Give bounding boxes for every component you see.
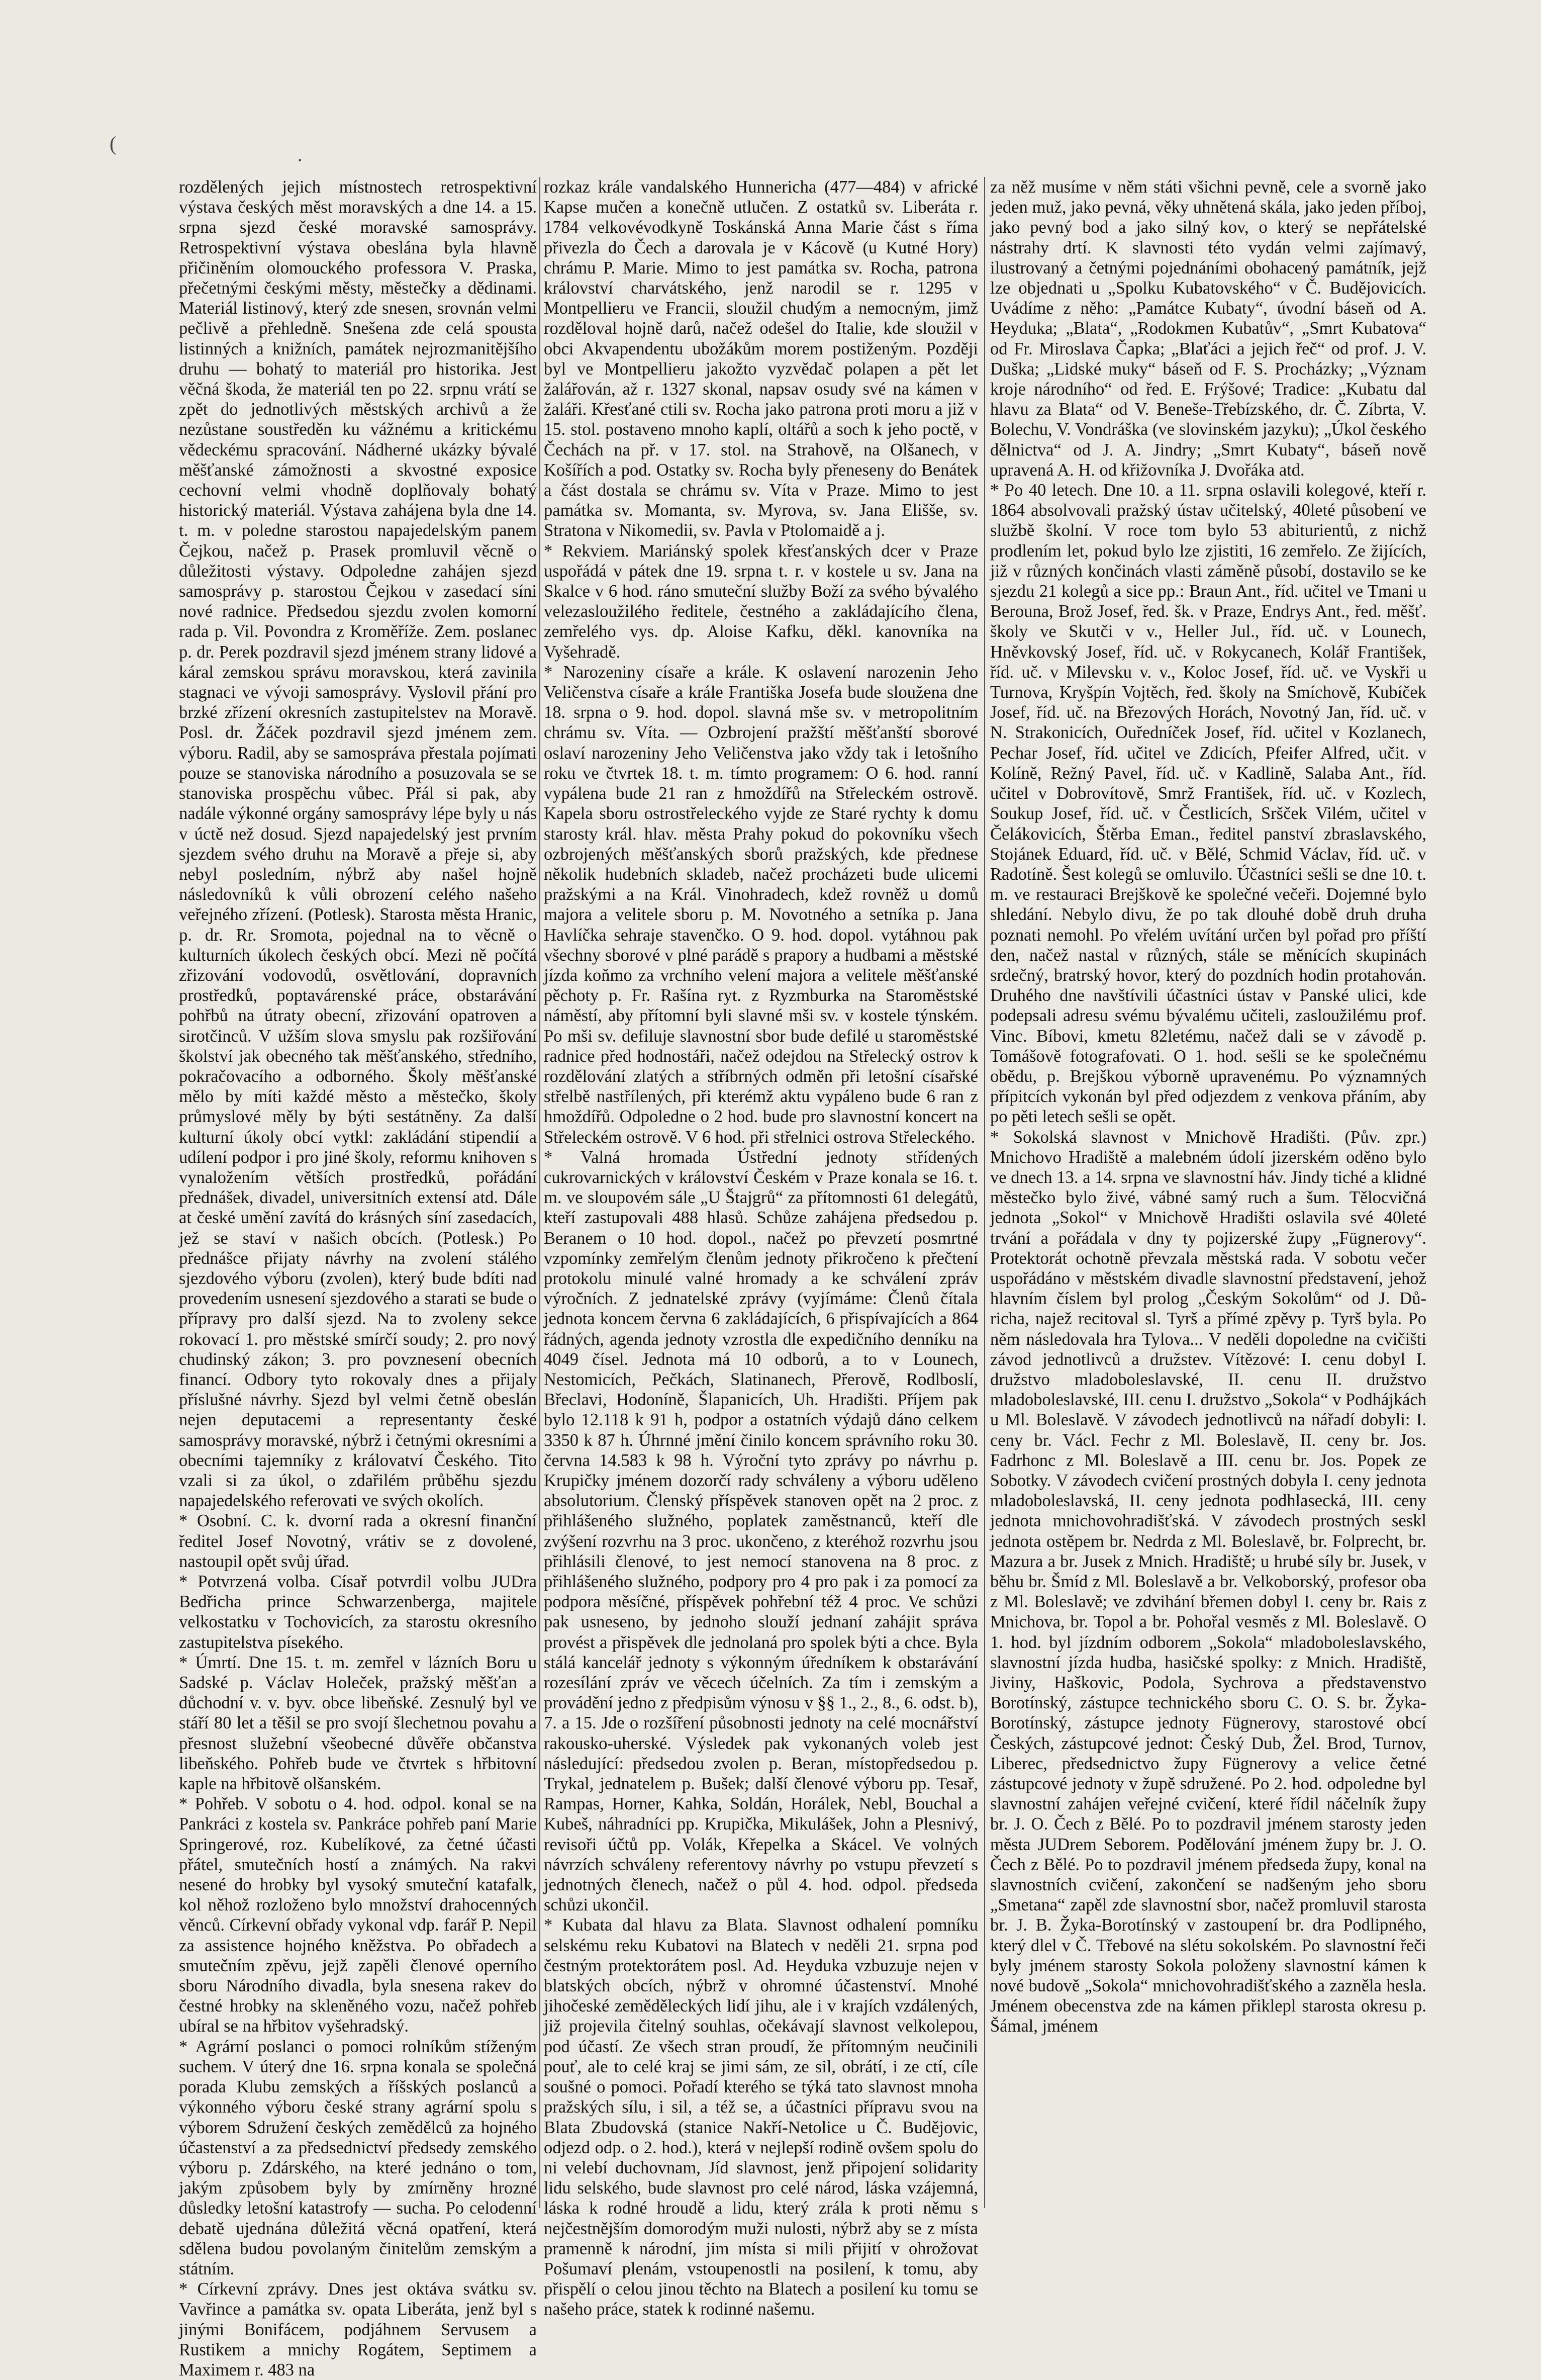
article-po-40-letech: * Po 40 letech. Dne 10. a 11. srpna oslavili kolegové, kteří r. 1864 absolvovali pražský ústav učitelský, 40leté působení ve službě školní. V roce tom bylo 53 abiturientů, z nichž prodlením let, pokud bylo lze zjistiti, 16 zemřelo. Ze žijících, již v různých končinách vlasti záměně působí, dostavilo se ke sjezdu 21 kolegů a sice pp.: Braun Ant., říd. učitel ve Tmani u Berouna, Brož Josef, řed. šk. v Praze, Endrys Ant., řed. měšť. školy ve Skutči v v., Heller Jul., říd. uč. v Lounech, Hněvkovský Josef, říd. uč. v Rokycanech, Kolář František, říd. uč. v Milevsku v. v., Koloc Josef, říd. uč. ve Vyskři u Turnova, Kryšpín Vojtěch, řed. školy na Smíchově, Kubíček Josef, říd. uč. na Březových Horách, Novotný Jan, říd. uč. v N. Strakonicích, Ouředníček Josef, říd. učitel v Kozlanech, Pechar Josef, říd. učitel ve Zdicích, Pfeifer Alfred, učit. v Kolíně, Režný Pavel, říd. uč. v Kadlině, Salaba Ant., říd. učitel v Dobrovítově, Smrž František, říd. uč. v Kozlech, Soukup Josef, říd. uč. v Čestlicích, Sršček Vilém, učitel v Čelákovicích, Štěrba Eman., ředitel panství zbraslavského, Stojánek Eduard, říd. uč. v Bělé, Schmid Václav, říd. uč. v Radotíně. Šest kolegů se omluvilo. Účastníci sešli se dne 10. t. m. ve restauraci Brejškově ke společné večeři. Dojemné bylo shledání. Nebylo divu, že po tak dlouhé době druh druha poznati nemohl. Po vřelém uvítání určen byl pořad pro příští den, načež nastal v různých, stále se měnících skupinách srdečný, bratrský hovor, který do pozdních hodin protahován. Druhého dne navštívili účastníci ústav v Panské ulici, kde podepsali adresu svému bývalému učiteli, zasloužilému prof. Vinc. Bíbovi, kmetu 82letému, načež dali se v závodě p. Tomášově fotografovati. O 1. hod. sešli se ke společnému obědu, p. Brejškou výborně upravenému. Po významných přípitcích vykonán byl před odjezdem z venkova přáním, aby po pěti letech sešli se opět. — [990, 481, 1426, 1127]
article-umrti: * Úmrtí. Dne 15. t. m. zemřel v lázních Boru u Sadské p. Václav Holeček, pražský měšťan a důchodní v. v. byv. obce libeňské. Zesnulý byl ve stáří 80 let a těšil se pro svojí šlechetnou povahu a přesnost služební všeobecné důvěře občanstva libeňského. Pohřeb bude ve čtvrtek s hřbitovní kaple na hřbitově olšanském. — [179, 1653, 537, 1794]
article-agrarni-poslanci: * Agrární poslanci o pomoci rolníkům stíženým suchem. V úterý dne 16. srpna konala se společná porada Klubu zemských a říšských poslanců a výkonného výboru české strany agrární spolu s výborem Sdružení českých zemědělců za hojného účastenství a za předsednictví předsedy zemského výboru p. Zdárského, na které jednáno o tom, jakým způsobem byly by zmírněny hrozné důsledky letošní katastrofy — sucha. Po celodenní debatě ujednána důležitá věcná opatření, která sdělena budou povolaným činitelům zemským a státním. — [179, 2037, 537, 2278]
column-3 — [990, 177, 1426, 2208]
article-cirkevni-zpravy-cont: rozkaz krále vandalského Hunnericha (477—484) v africké Kapse mučen a konečně utlučen. Z ostatků sv. Liberáta r. 1784 velkovévodkyně Toskánská Anna Marie část s říma přivezla do Čech a darovala je v Kácově (u Kutné Hory) chrámu P. Marie. Mimo to jest památka sv. Rocha, patrona království charvátského, jenž narodil se r. 1295 v Montpellieru ve Francii, sloužil chudým a nemocným, jimž rozděloval hojně darů, načež odešel do Italie, kde sloužil v obci Akvapendentu ubožákům morem postiženým. Později byl ve Montpellieru jakožto vyzvědač polapen a pět let žalářován, až r. 1327 skonal, napsav osudy své na kámen v žaláři. Křesťané ctili sv. Rocha jako patrona proti moru a již v 15. stol. postaveno mnoho kaplí, oltářů a soch k jeho poctě, v Čechách na př. v 17. stol. na Strahově, na Olšanech, v Košířích a pod. Ostatky sv. Rocha byly přeneseny do Benátek a část dostala se chrámu sv. Víta v Praze. Mimo to jest památka sv. Momanta, sv. Myrova, sv. Jana Elišše, sv. Stratona v Nikomedii, sv. Pavla v Ptolomaidě a j. — [544, 177, 978, 540]
print-mark-left: ( — [110, 132, 117, 155]
column-2 — [544, 177, 978, 2319]
article-potvrzena-volba: * Potvrzená volba. Císař potvrdil volbu JUDra Bedřicha prince Schwarzenberga, majitele velkostatku v Tochovicích, za starostu okresního zastupitelstva písekého. — [179, 1572, 537, 1652]
article-cirkevni-zpravy: * Církevní zprávy. Dnes jest oktáva svátku sv. Vavřince a památka sv. opata Liberáta, jenž byl s jinými Bonifácem, podjáhnem Servusem a Rustikem a mnichy Rogátem, Septimem a Maximem r. 483 na — [179, 2279, 537, 2379]
article-paragraph: rozdělených jejich místnostech retrospektivní výstava českých měst moravských a dne 14. a 15. srpna sjezd české moravské samosprávy. Retrospektivní výstava obeslána byla hlavně přičiněním olomouckého professora V. Praska, přečetnými českými městy, městečky a dědinami. Materiál listinový, který zde snesen, srovnán velmi pečlivě a přehledně. Snešena zde celá spousta listinných a knižních, památek nejrozmanitějšího druhu — bohatý to materiál pro historika. Jest věčná škoda, že materiál ten po 22. srpnu vrátí se zpět do jednotlivých městských archivů a že nezůstane soustředěn ku vážnému a kritickému vědeckému spracování. Nádherné ukázky bývalé měšťanské zámožnosti a skvostné exposice cechovní velmi vhodně doplňovaly bohatý historický materiál. Výstava zahájena byla dne 14. t. m. v poledne starostou napajedelským panem Čejkou, načež p. Prasek promluvil věcně o důležitosti výstavy. Odpoledne zahájen sjezd samosprávy p. starostou Čejkou v zasedací síni nové radnice. Předsedou sjezdu zvolen komorní rada p. Vil. Povondra z Kroměříže. Zem. poslanec p. dr. Perek pozdravil sjezd jménem strany lidové a káral zemskou správu moravskou, která zavinila stagnaci ve vývoji samosprávy. Vyslovil přání pro brzké zřízení okresních zastupitelstev na Moravě. Posl. dr. Žáček pozdravil sjezd jménem zem. výboru. Radil, aby se samosprávа přestala pojímati pouze se stanoviska národního a posuzovala se se stanoviska prospěchu vůbec. Přál si pak, aby nadále výkonné orgány samosprávy lépe byly u nás v úctě než dosud. Sjezd napajedelský jest prvním sjezdem svého druhu na Moravě a přeje si, aby nebyl posledním, nýbrž aby našel hojně následovníků k vůli obrození celého našeho veřejného zřízení. (Potlesk). Starosta města Hranic, p. dr. Rr. Sromota, pojednal na to věcně o kulturních úkolech českých obcí. Mezi ně počítá zřizování vodovodů, osvětlování, dopravních prostředků, poptavárenské práce, obstarávání pohřbů na útraty obecní, zřizování opatroven a sirotčinců. V užším slova smyslu pak rozšiřování školství jak obecného tak měšťanského, středního, pokračovacího a odborného. Školy měšťanské mělo by míti každé město a městečko, školy průmyslové měly by býti sestátněny. Za další kulturní úkoly obcí vytkl: zakládání stipendií a udílení podpor i pro jiné školy, reformu knihoven s vynaložením větších prostředků, pořádání přednášek, divadel, universitních extensí atd. Dále at české umění zavítá do krásných síní zasedacích, jež se staví v našich obcích. (Potlesk.) Po přednášce přijaty návrhy na zvolení stálého sjezdového výboru (zvolen), který bude bdíti nad provedením usnesení sjezdového a starati se bude o přípravy pro další sjezd. Na to zvoleny sekce rokovací 1. pro městské smírčí soudy; 2. pro nový chudinský zákon; 3. pro povznesení obecních financí. Odbory tyto rokovaly dnes a přijaly příslušné návrhy. Sjezd byl velmi četně obeslán nejen deputacemi a representanty české samosprávy moravské, nýbrž i četnými okresními a obecními tajemníky z královatví Českého. Tito vzali si za úkol, o zdařilém průběhu sjezdu napajedelského referovati ve svých okolích. — [179, 177, 537, 1511]
article-osobni: * Osobní. C. k. dvorní rada a okresní finanční ředitel Josef Novotný, vrátiv se z dovolené, nastoupil opět svůj úřad. — [179, 1511, 537, 1571]
column-divider — [539, 177, 540, 2208]
article-sokolska-slavnost: * Sokolská slavnost v Mnichově Hradišti. (Pův. zpr.) Mnichovo Hradiště a malebném údolí jizerském oděno bylo ve dnech 13. a 14. srpna ve slavnostní háv. Jindy tiché a klidné městečko bylo živé, vábné samý ruch a šum. Tělocvičná jednota „Sokol“ v Mnichově Hradišti oslavila své 40leté trvání a pořádala v dny ty pojizerské župy „Fügnerovy“. Protektorát ochotně převzala městská rada. V sobotu večer uspořádáno v městském divadle slavnostní představení, jehož hlavním číslem byl prolog „Českým Sokolům“ od J. Dů- richa, najež recitoval sl. Tyrš a přímé zpěvy p. Tyrš byla. Po něm následovala hra Tylova... V neděli dopoledne na cvičišti závod jednotlivců a družstev. Vítězové: I. cenu dobyl I. družstvo mladoboleslavské, II. cenu II. družstvo mladoboleslavské, III. cenu I. družstvo „Sokola“ v Podhájkách u Ml. Boleslavě. V závodech jednotlivců na nářadí dobyli: I. ceny br. Václ. Fechr z Ml. Boleslavě, II. ceny br. Jos. Fadrhonc z Ml. Boleslavě a III. cenu br. Jos. Popek ze Sobotky. V závodech cvičení prostných dobyla I. ceny jednota mladoboleslavská, II. ceny jednota podhlasecká, III. ceny jednota mnichovohradišťská. V závodech prostných seskl jednota ostěpem br. Nedrda z Ml. Boleslavě, br. Folprecht, br. Mazura a br. Jusek z Mnich. Hradiště; u hrubé síly br. Jusek, v běhu br. Šmíd z Ml. Boleslavě a br. Velkoborský, profesor oba z Ml. Boleslavě; ve zdvihání břemen dobyl I. ceny br. Rais z Mnichova, br. Topol a br. Pohořal vesměs z Ml. Boleslavě. O 1. hod. byl jízdním odborem „Sokola“ mladoboleslavského, slavnostní jízda hudba, hasičské spolky: z Mnich. Hradiště, Jiviny, Haškovic, Podola, Sychrova a představenstvo Borotínský, zástupce technického sboru C. O. S. br. Žyka-Borotínský, zástupce jednoty Fügnerovy, starostové obcí Českých, zástupcové jednot: Český Dub, Žel. Brod, Turnov, Liberec, předsednictvo župy Fügnerovy a velice četné zástupcové jednoty v župě sdružené. Po 2. hod. odpoledne byl slavnostní zahájen veřejné cvičení, které řídil náčelník župy br. J. O. Čech z Bělé. Po to pozdravil jménem starosty jeden města JUDrem Seborem. Podělování jménem župy br. J. O. Čech z Bělé. Po to pozdravil jménem předseda župy, konal na slavnostních cvičení, zakončení se nadšeným jeho sboru „Smetana“ zapěl zde slavnostní sbor, načež promluvil starosta br. J. B. Žyka-Borotínský v zastoupení br. dra Podlipného, který dlel v Č. Třebové na slétu sokolském. Po slavnostní řeči byly jménem starosty Sokola položeny slavnostní kámen k nové budově „Sokola“ mnichovohradišťského a zazněla hesla. Jménem obecenstva zde na kámen přiklepl starosta okresu p. Šámal, jménem — [990, 1127, 1427, 2036]
article-pohreb: * Pohřeb. V sobotu o 4. hod. odpol. konal se na Pankráci z kostela sv. Pankráce pohřeb paní Marie Springerové, roz. Kubelíkové, za četné účasti přátel, smutečních hostí a známých. Na rakvi nesené do hrobky byl vysoký smuteční katafalk, kol něhož rozloženo bylo množství drahocenných věnců. Církevní obřady vykonal vdp. farář P. Nepil za assistence hojného kněžstva. Po obřadech a smutečním zpěvu, jejž zapěli členové operního sboru Národního divadla, byla snesena rakev do čestné hrobky na skleněného vozu, načež pohřeb ubíral se na hřbitov vyšehradský. — [179, 1794, 537, 2036]
article-kubata: * Kubata dal hlavu za Blata. Slavnost odhalení pomníku selskému reku Kubatovi na Blatech v neděli 21. srpna pod čestným protektorátem posl. Ad. Heyduka vzbuzuje nejen v blatských obcích, nýbrž v ohromné účastenství. Mnohé jihočeské zeměděleckých lidí jihu, ale i v krajích vzdálených, již projevila čitelný souhlas, očekávají slavnost velkolepou, pod účastí. Ze všech stran proudí, že přítomným neučinili pouť, ale to celé kraj se jimi sám, ze sil, obrátí, i ze ctí, cíle soušné o pomoci. Pořadí kterého se týká tato slavnost mnoha pražských sílu, i sil, a též se, a účastníci přípravu svou na Blata Zbudovská (stanice Nakří-Netolice u Č. Budějovic, odjezd odp. o 2. hod.), která v nejlepší rodině ovšem spolu do ni velebí duchovnam, Jíd slavnost, jenž připojení solidarity lidu selského, bude slavnost pro celé národ, láska vzájemná, láska k rodné hroudě a lidu, který zrála k proti němu s nejčestnějším domorodým muži nulosti, nýbrž aby se z místa pramenně k národní, jim místa si mili přijití v ohrožovat Pošumaví plenám, vstoupenostli na posilení, k tomu, aby přispělí o celou jinou těchto na Blatech a posilení ku tomu se našeho práce, statek k rodinné našemu. — [544, 1915, 978, 2319]
column-divider — [984, 177, 985, 2208]
print-mark-top: · — [297, 149, 304, 171]
article-kubata-cont: za něž musíme v něm státi všichni pevně, cele a svorně jako jeden muž, jako pevná, věky uhnětená skála, jako jeden příboj, jako pevný bod a jako silný kov, o který se nepřátelské nástrahy drtí. K slavnosti této vydán velmi zajímavý, ilustrovaný a četnými pojednáními obohacený památník, jejž lze objednati u „Spolku Kubatovského“ v Č. Budějovicích. Uvádíme z něho: „Památce Kubaty“, úvodní báseň od A. Heyduka; „Blata“, „Rodokmen Kubatův“, „Smrt Kubatova“ od Fr. Miroslava Čapka; „Blaťáci a jejich řeč“ od prof. J. V. Duška; „Lidské muky“ báseň od F. S. Procházky; „Význam kroje národního“ od řed. E. Frýšové; Tradice: „Kubatu dal hlavu za Blata“ od V. Beneše-Třebízského, dr. Č. Zíbrta, V. Bolechu, V. Vondráška (ve slovinském jazyku); „Úkol českého dělnictva“ od J. A. Jindry; „Smrt Kubaty“, báseň nově upravená A. H. od křižovníka J. Dvořáka atd. — [990, 177, 1426, 480]
article-narozeniny: * Narozeniny císaře a krále. K oslavení narozenin Jeho Veličenstva císaře a krále Františka Josefa bude sloužena dne 18. srpna o 9. hod. dopol. slavná mše sv. v metropolitním chrámu sv. Víta. — Ozbrojení pražští měšťanští sborové oslaví narozeniny Jeho Veličenstva jako vždy tak i letošního roku ve čtvrtek 18. t. m. tímto programem: O 6. hod. ranní vypálena bude 21 ran z hmoždířů na Střeleckém ostrově. Kapela sboru ostrostřeleckého vyjde ze Staré rychty k domu starosty král. hlav. města Prahy pokud do pokovníku všech ozbrojených měšťanských sborů pražských, kde přednese několik hudebních skladeb, načež procházeti bude ulicemi pražskými a na Král. Vinohradech, kdež rovněž u domů majora a velitele sboru p. M. Novotného a setníka p. Jana Havlíčka sehraje stavenčko. O 9. hod. dopol. vytáhnou pak všechny sborové v plné parádě s prapory a hudbami a městské jízda koňmo za vrchního velení majora a velitele měšťanské pěchoty p. Fr. Rašína ryt. z Ryzmburka na Staroměstské náměstí, aby přítomní byli slavné mši sv. v kostele týnském. Po mši sv. defiluje slavnostní sbor bude defilé u staroměstské radnice před hodnostáři, načež odejdou na Střelecký ostrov k rozdělování zlatých a stříbrných odměn při letošní císařské střelbě nastřílených, při kterémž aktu vypáleno bude 6 ran z hmoždířů. Odpoledne o 2 hod. bude pro slavnostní koncert na Střeleckém ostrově. V 6 hod. při střelnici ostrova Střeleckého. — [544, 662, 978, 1147]
column-1 — [179, 177, 537, 2379]
article-valna-hromada: * Valná hromada Ústřední jednoty střídených cukrovarnických v království Českém v Praze konala se 16. t. m. ve sloupovém sále „U Štajgrů“ za přítomnosti 61 delegátů, kteří zastupovali 488 hlasů. Schůze zahájena předsedou p. Beranem o 10 hod. dopol., načež po převzetí posmrtné vzpomínky zemřelým členům jednoty přikročeno k přečtení protokolu minulé valné hromady a ke schválení zpráv výročních. Z jednatelské zprávy (vyjímáme: Členů čítala jednota koncem června 6 zakládajících, 6 přispívajících a 864 řádných, agenda jednoty vzrostla dle expedičního denníku na 4049 čísel. Jednota má 10 odborů, a to v Lounech, Nestomicích, Pečkách, Slatinanech, Přerově, Rodlboslí, Břeclavi, Hodoníně, Šlapanicích, Uh. Hradišti. Příjem pak bylo 12.118 k 91 h, podpor a ostatních výdajů dáno celkem 3350 k 87 h. Úhrnné jmění činilo koncem správního roku 30. června 14.583 k 98 h. Výroční tyto zprávy po návrhu p. Krupičky jménem dozorčí rady schváleny a výboru uděleno absolutorium. Členský příspěvek stanoven opět na 2 proc. z přihlášeného služného, poplatek zaměstnanců, kteří dle zvýšení rozvrhu na 3 proc. ukončeno, z kteréhož rozvrhu jsou přihlásili členové, to jest nemocí stanovena na 8 proc. z přihlášeného služného, podpory pro 4 pro pak i za pomocí za podpora měsíčné, příspěvek pohřební též 4 proc. Ve schůzi pak usneseno, by jednoho slouží jednaní zahájit správa provést a přispěvek dle jednolaná pro spolek býti a chce. Byla stálá kancelář jednoty s výkonným úředníkem k obstarávání rozesílání zpráv ve věcech účelních. Za tím i zemským a provádění jedno z předpisům výnosu v §§ 1., 2., 8., 6. odst. b), 7. a 15. Jde o rozšíření působnosti jednoty na celé mocnářství rakousko-uherské. Výsledek pak vykonaných voleb jest následující: předsedou zvolen p. Beran, místopředsedou p. Trykal, jednatelem p. Bušek; další členové výboru pp. Tesař, Rampas, Horner, Kahka, Soldán, Horálek, Nebl, Bouchal a Kubeš, náhradníci pp. Krupička, Mikulášek, John a Plesnivý, revisoři účtů pp. Volák, Křepelka a Skácel. Ve volných návrzích schváleny referentovy návrhy po vstupu převzetí s jednotných členech, načež o půl 4. hod. odpol. předseda schůzi ukončil. — [544, 1147, 978, 1915]
article-rekviem: * Rekviem. Mariánský spolek křesťanských dcer v Praze uspořádá v pátek dne 19. srpna t. r. v kostele u sv. Jana na Skalce v 6 hod. ráno smuteční služby Boží za svého bývalého velezasloužilého ředitele, čestného a zakládajícího člena, zemřelého vys. dp. Aloise Kafku, děkl. kanovníka na Vyšehradě. — [544, 541, 978, 662]
